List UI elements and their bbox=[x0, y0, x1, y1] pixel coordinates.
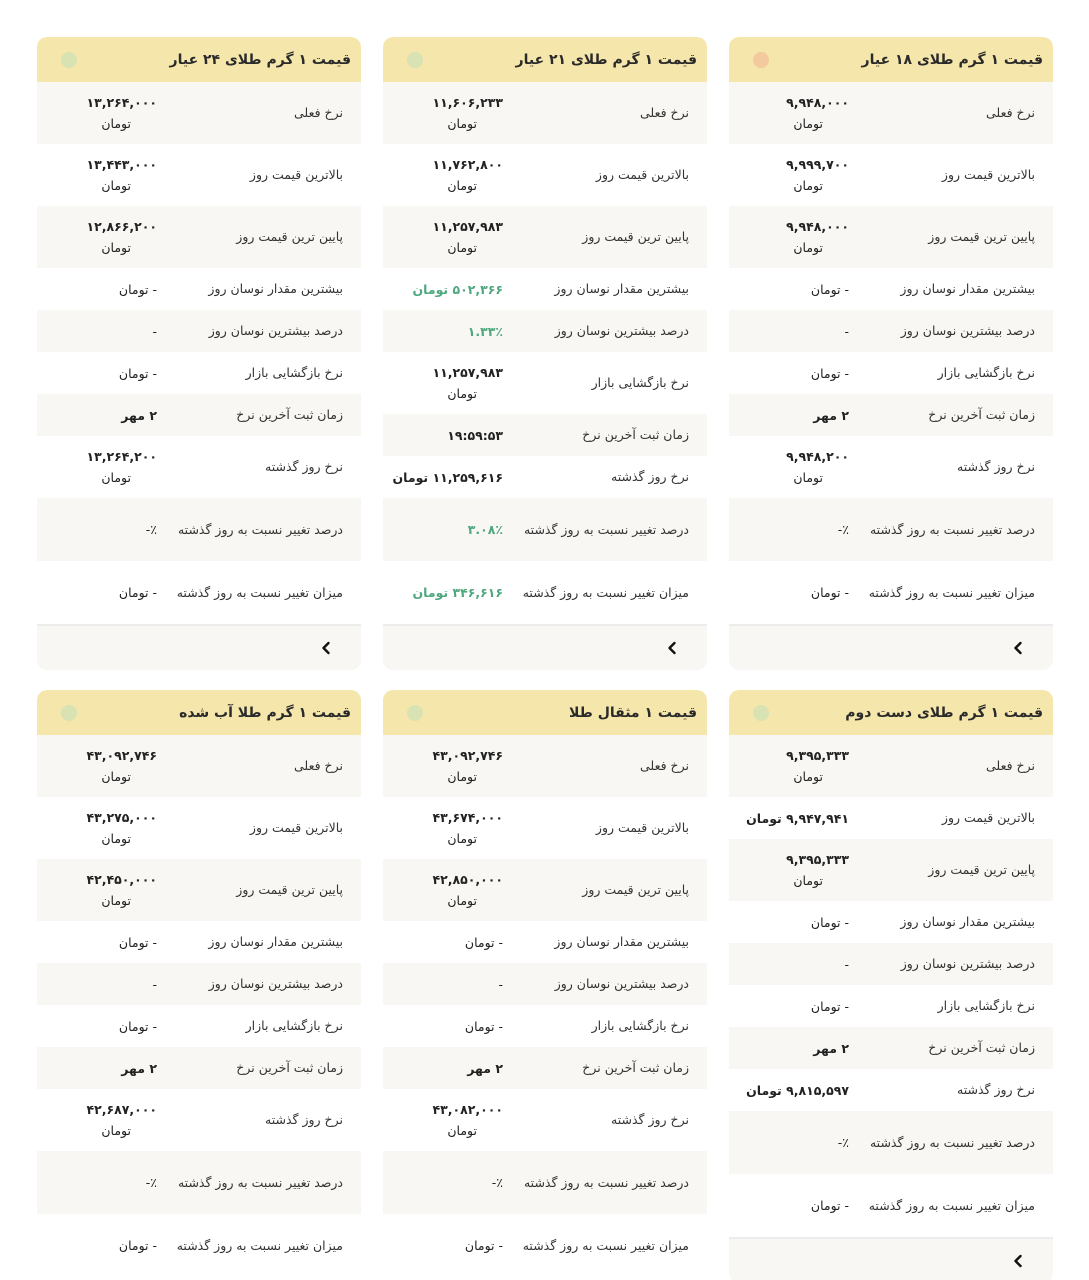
row-value: - bbox=[498, 976, 503, 992]
row-label: نرخ روز گذشته bbox=[611, 469, 689, 484]
row-value: - تومان bbox=[118, 365, 157, 381]
row-value: ٪- bbox=[145, 522, 157, 537]
row-label: بیشترین مقدار نوسان روز bbox=[554, 934, 689, 949]
row-label: میزان تغییر نسبت به روز گذشته bbox=[522, 1237, 689, 1253]
row-value: ۹,۹۹۹,۷۰۰ تومان bbox=[786, 157, 849, 193]
row-label: نرخ فعلی bbox=[294, 758, 343, 773]
card-header bbox=[729, 37, 1053, 82]
row-label: درصد تغییر نسبت به روز گذشته bbox=[177, 521, 343, 537]
row-low bbox=[37, 206, 361, 268]
card-title: قیمت ۱ گرم طلای ۱۸ عیار bbox=[861, 51, 1043, 68]
card-title: قیمت ۱ گرم طلا آب شده bbox=[179, 704, 351, 721]
row-label: درصد بیشترین نوسان روز bbox=[208, 976, 343, 991]
row-last-time bbox=[37, 1047, 361, 1089]
row-label: بیشترین مقدار نوسان روز bbox=[554, 281, 689, 296]
row-value: ۱۳,۲۶۴,۰۰۰ تومان bbox=[86, 95, 157, 131]
card-footer bbox=[729, 1237, 1053, 1280]
row-open bbox=[383, 352, 707, 414]
card-header bbox=[383, 37, 707, 82]
row-value: ۹,۹۴۸,۲۰۰ تومان bbox=[786, 449, 849, 485]
row-label: بالاترین قیمت روز bbox=[595, 167, 689, 182]
row-value: ۹,۹۴۷,۹۴۱ تومان bbox=[746, 810, 849, 826]
row-open bbox=[37, 352, 361, 394]
row-label: درصد تغییر نسبت به روز گذشته bbox=[869, 521, 1035, 537]
row-value: ۹,۹۴۸,۰۰۰ تومان bbox=[786, 95, 849, 131]
row-value: - bbox=[844, 323, 849, 339]
row-change-pct bbox=[729, 498, 1053, 561]
row-value: ۴۳,۰۹۲,۷۴۶ تومان bbox=[86, 748, 157, 784]
row-value: ۹,۳۹۵,۳۳۳ تومان bbox=[786, 748, 849, 784]
row-value: - bbox=[152, 976, 157, 992]
row-value: ۱۹:۵۹:۵۳ bbox=[447, 427, 503, 443]
row-value: ۴۳,۰۹۲,۷۴۶ تومان bbox=[432, 748, 503, 784]
row-max-fluct bbox=[383, 921, 707, 963]
row-value: ۴۲,۴۵۰,۰۰۰ تومان bbox=[86, 872, 157, 908]
row-value: ۴۳,۰۸۲,۰۰۰ تومان bbox=[432, 1102, 503, 1138]
row-label: پایین ترین قیمت روز bbox=[236, 229, 343, 244]
row-label: درصد بیشترین نوسان روز bbox=[554, 323, 689, 338]
row-last-time bbox=[383, 414, 707, 456]
row-prev bbox=[383, 456, 707, 498]
row-label: نرخ بازگشایی بازار bbox=[937, 998, 1035, 1013]
row-value: - تومان bbox=[810, 1198, 849, 1213]
card-gold-mithqal bbox=[383, 690, 707, 1280]
row-label: بالاترین قیمت روز bbox=[595, 820, 689, 835]
row-open bbox=[729, 352, 1053, 394]
row-current bbox=[383, 82, 707, 144]
row-label: بالاترین قیمت روز bbox=[941, 167, 1035, 182]
row-value: - تومان bbox=[118, 934, 157, 950]
row-label: نرخ روز گذشته bbox=[957, 1082, 1035, 1097]
row-label: درصد بیشترین نوسان روز bbox=[208, 323, 343, 338]
card-gold-melted bbox=[37, 690, 361, 1280]
row-value: - bbox=[844, 956, 849, 972]
row-value: - bbox=[152, 323, 157, 339]
row-open bbox=[383, 1005, 707, 1047]
row-label: میزان تغییر نسبت به روز گذشته bbox=[522, 584, 689, 600]
row-value: - تومان bbox=[810, 281, 849, 297]
row-max-fluct-pct bbox=[729, 310, 1053, 352]
row-prev bbox=[37, 436, 361, 498]
row-label: درصد تغییر نسبت به روز گذشته bbox=[177, 1174, 343, 1190]
row-low bbox=[383, 206, 707, 268]
row-label: پایین ترین قیمت روز bbox=[582, 229, 689, 244]
row-label: بالاترین قیمت روز bbox=[941, 810, 1035, 825]
status-dot-icon bbox=[61, 52, 77, 68]
status-dot-icon bbox=[407, 705, 423, 721]
row-value: - تومان bbox=[810, 998, 849, 1014]
row-max-fluct bbox=[729, 901, 1053, 943]
row-label: بیشترین مقدار نوسان روز bbox=[208, 281, 343, 296]
row-max-fluct bbox=[37, 268, 361, 310]
card-header bbox=[37, 690, 361, 735]
row-current bbox=[729, 82, 1053, 144]
status-dot-icon bbox=[61, 705, 77, 721]
row-label: میزان تغییر نسبت به روز گذشته bbox=[176, 584, 343, 600]
row-value: ۹,۳۹۵,۳۳۳ تومان bbox=[786, 852, 849, 888]
card-title: قیمت ۱ مثقال طلا bbox=[569, 704, 697, 721]
row-label: پایین ترین قیمت روز bbox=[928, 862, 1035, 877]
row-value: ۲ مهر bbox=[121, 1060, 157, 1076]
row-value: ۱۱,۲۵۷,۹۸۳ تومان bbox=[432, 365, 503, 401]
row-value: ۱۳,۲۶۴,۲۰۰ تومان bbox=[86, 449, 157, 485]
row-change-amt bbox=[729, 1174, 1053, 1237]
row-value: - تومان bbox=[464, 934, 503, 950]
row-label: درصد تغییر نسبت به روز گذشته bbox=[869, 1134, 1035, 1150]
row-open bbox=[729, 985, 1053, 1027]
row-low bbox=[729, 839, 1053, 901]
row-value: ٪- bbox=[837, 522, 849, 537]
row-label: نرخ فعلی bbox=[294, 105, 343, 120]
row-label: زمان ثبت آخرین نرخ bbox=[582, 1060, 689, 1075]
status-dot-icon bbox=[753, 52, 769, 68]
row-label: بیشترین مقدار نوسان روز bbox=[900, 914, 1035, 929]
row-label: نرخ فعلی bbox=[986, 105, 1035, 120]
card-gold-21k bbox=[383, 37, 707, 670]
row-max-fluct-pct bbox=[383, 310, 707, 352]
row-value: ۱۱,۶۰۶,۲۳۳ تومان bbox=[432, 95, 503, 131]
row-current bbox=[37, 735, 361, 797]
row-label: نرخ فعلی bbox=[640, 105, 689, 120]
row-label: بیشترین مقدار نوسان روز bbox=[900, 281, 1035, 296]
row-change-pct bbox=[37, 498, 361, 561]
row-max-fluct-pct bbox=[383, 963, 707, 1005]
row-label: نرخ روز گذشته bbox=[611, 1112, 689, 1127]
row-open bbox=[37, 1005, 361, 1047]
row-change-amt bbox=[729, 561, 1053, 624]
row-value: - تومان bbox=[810, 585, 849, 600]
row-change-amt bbox=[37, 561, 361, 624]
row-change-pct bbox=[383, 498, 707, 561]
row-change-amt bbox=[37, 1214, 361, 1277]
row-low bbox=[729, 206, 1053, 268]
card-header bbox=[383, 690, 707, 735]
row-value: ۴۳,۲۷۵,۰۰۰ تومان bbox=[86, 810, 157, 846]
chevron-left-icon[interactable] bbox=[1011, 1254, 1025, 1268]
row-label: پایین ترین قیمت روز bbox=[928, 229, 1035, 244]
card-title: قیمت ۱ گرم طلای ۲۴ عیار bbox=[169, 51, 351, 68]
row-value: ٪- bbox=[145, 1175, 157, 1190]
row-value: ۹,۸۱۵,۵۹۷ تومان bbox=[746, 1082, 849, 1098]
chevron-left-icon[interactable] bbox=[319, 641, 333, 655]
row-label: بالاترین قیمت روز bbox=[249, 167, 343, 182]
row-label: پایین ترین قیمت روز bbox=[236, 882, 343, 897]
row-high bbox=[37, 797, 361, 859]
row-max-fluct-pct bbox=[37, 310, 361, 352]
card-footer bbox=[729, 624, 1053, 670]
row-change-pct bbox=[729, 1111, 1053, 1174]
row-value: ۱۱,۷۶۲,۸۰۰ تومان bbox=[432, 157, 503, 193]
row-high bbox=[383, 144, 707, 206]
row-value: ۹,۹۴۸,۰۰۰ تومان bbox=[786, 219, 849, 255]
row-high bbox=[383, 797, 707, 859]
row-label: نرخ روز گذشته bbox=[265, 1112, 343, 1127]
row-high bbox=[37, 144, 361, 206]
row-label: نرخ بازگشایی بازار bbox=[245, 365, 343, 380]
card-footer bbox=[383, 624, 707, 670]
row-value: ۳.۰۸٪ bbox=[467, 522, 503, 537]
row-value: - تومان bbox=[464, 1238, 503, 1253]
row-label: نرخ بازگشایی بازار bbox=[937, 365, 1035, 380]
row-label: میزان تغییر نسبت به روز گذشته bbox=[868, 1197, 1035, 1213]
row-current bbox=[37, 82, 361, 144]
row-last-time bbox=[37, 394, 361, 436]
row-label: زمان ثبت آخرین نرخ bbox=[236, 1060, 343, 1075]
row-label: زمان ثبت آخرین نرخ bbox=[928, 407, 1035, 422]
row-low bbox=[383, 859, 707, 921]
row-change-amt bbox=[383, 561, 707, 624]
row-max-fluct-pct bbox=[729, 943, 1053, 985]
row-max-fluct-pct bbox=[37, 963, 361, 1005]
row-value: - تومان bbox=[810, 365, 849, 381]
row-value: ۲ مهر bbox=[813, 407, 849, 423]
row-value: ۴۲,۶۸۷,۰۰۰ تومان bbox=[86, 1102, 157, 1138]
row-label: نرخ بازگشایی بازار bbox=[591, 1018, 689, 1033]
row-last-time bbox=[729, 394, 1053, 436]
row-value: ۲ مهر bbox=[813, 1040, 849, 1056]
row-change-pct bbox=[37, 1151, 361, 1214]
row-label: زمان ثبت آخرین نرخ bbox=[928, 1040, 1035, 1055]
row-label: درصد بیشترین نوسان روز bbox=[900, 956, 1035, 971]
chevron-left-icon[interactable] bbox=[665, 641, 679, 655]
row-value: ۴۲,۸۵۰,۰۰۰ تومان bbox=[432, 872, 503, 908]
row-value: - تومان bbox=[810, 914, 849, 930]
row-prev bbox=[729, 1069, 1053, 1111]
row-value: ۱.۳۳٪ bbox=[467, 323, 503, 339]
row-prev bbox=[383, 1089, 707, 1151]
row-value: ٪- bbox=[837, 1135, 849, 1150]
row-value: - تومان bbox=[118, 1018, 157, 1034]
row-label: نرخ فعلی bbox=[640, 758, 689, 773]
card-gold-24k bbox=[37, 37, 361, 670]
gold-price-cards-grid bbox=[37, 37, 1053, 1280]
row-max-fluct bbox=[383, 268, 707, 310]
row-prev bbox=[729, 436, 1053, 498]
row-label: پایین ترین قیمت روز bbox=[582, 882, 689, 897]
row-label: درصد بیشترین نوسان روز bbox=[900, 323, 1035, 338]
row-max-fluct bbox=[729, 268, 1053, 310]
row-current bbox=[729, 735, 1053, 797]
row-label: نرخ بازگشایی بازار bbox=[591, 375, 689, 390]
row-change-amt bbox=[383, 1214, 707, 1277]
row-label: نرخ روز گذشته bbox=[957, 459, 1035, 474]
row-value: ۲ مهر bbox=[467, 1060, 503, 1076]
row-value: ۱۱,۲۵۹,۶۱۶ تومان bbox=[392, 469, 503, 485]
row-low bbox=[37, 859, 361, 921]
row-value: ۱۳,۴۴۳,۰۰۰ تومان bbox=[86, 157, 157, 193]
row-last-time bbox=[383, 1047, 707, 1089]
row-value: ٪- bbox=[491, 1175, 503, 1190]
card-header bbox=[37, 37, 361, 82]
card-header bbox=[729, 690, 1053, 735]
row-high bbox=[729, 144, 1053, 206]
row-value: - تومان bbox=[118, 1238, 157, 1253]
row-label: زمان ثبت آخرین نرخ bbox=[236, 407, 343, 422]
row-label: بالاترین قیمت روز bbox=[249, 820, 343, 835]
row-change-pct bbox=[383, 1151, 707, 1214]
status-dot-icon bbox=[407, 52, 423, 68]
row-value: - تومان bbox=[118, 281, 157, 297]
card-title: قیمت ۱ گرم طلای دست دوم bbox=[845, 704, 1043, 721]
row-value: ۲ مهر bbox=[121, 407, 157, 423]
row-prev bbox=[37, 1089, 361, 1151]
row-label: بیشترین مقدار نوسان روز bbox=[208, 934, 343, 949]
row-label: درصد تغییر نسبت به روز گذشته bbox=[523, 1174, 689, 1190]
chevron-left-icon[interactable] bbox=[1011, 641, 1025, 655]
row-value: ۱۲,۸۶۶,۲۰۰ تومان bbox=[86, 219, 157, 255]
row-label: نرخ فعلی bbox=[986, 758, 1035, 773]
card-footer bbox=[37, 624, 361, 670]
row-value: - تومان bbox=[464, 1018, 503, 1034]
card-title: قیمت ۱ گرم طلای ۲۱ عیار bbox=[515, 51, 697, 68]
status-dot-icon bbox=[753, 705, 769, 721]
row-label: نرخ بازگشایی بازار bbox=[245, 1018, 343, 1033]
row-label: نرخ روز گذشته bbox=[265, 459, 343, 474]
row-value: ۳۴۶,۶۱۶ تومان bbox=[412, 585, 503, 600]
row-current bbox=[383, 735, 707, 797]
row-label: درصد بیشترین نوسان روز bbox=[554, 976, 689, 991]
row-value: ۴۳,۶۷۴,۰۰۰ تومان bbox=[432, 810, 503, 846]
row-label: زمان ثبت آخرین نرخ bbox=[582, 427, 689, 442]
row-max-fluct bbox=[37, 921, 361, 963]
row-value: ۱۱,۲۵۷,۹۸۳ تومان bbox=[432, 219, 503, 255]
row-label: میزان تغییر نسبت به روز گذشته bbox=[176, 1237, 343, 1253]
row-label: درصد تغییر نسبت به روز گذشته bbox=[523, 521, 689, 537]
row-value: - تومان bbox=[118, 585, 157, 600]
card-gold-18k bbox=[729, 37, 1053, 670]
row-label: میزان تغییر نسبت به روز گذشته bbox=[868, 584, 1035, 600]
row-last-time bbox=[729, 1027, 1053, 1069]
card-gold-second-hand bbox=[729, 690, 1053, 1280]
row-value: ۵۰۲,۳۶۶ تومان bbox=[412, 281, 503, 297]
row-high bbox=[729, 797, 1053, 839]
